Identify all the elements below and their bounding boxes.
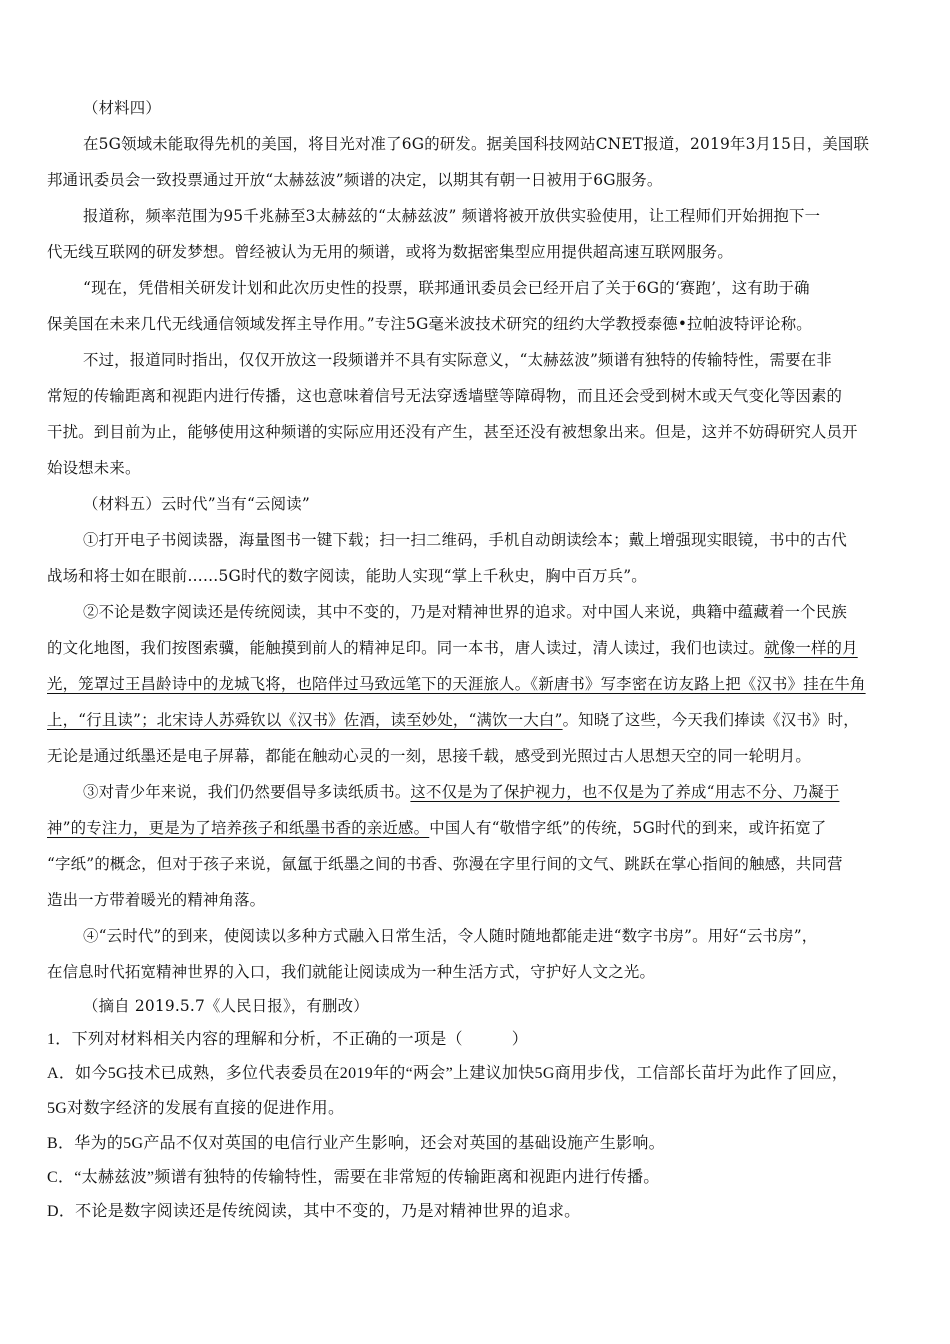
question-option-c: C．“太赫兹波”频谱有独特的传输特性，需要在非常短的传输距离和视距内进行传播。	[47, 1169, 660, 1186]
material4-p2-line2: 代无线互联网的研发梦想。曾经被认为无用的频谱，或将为数据密集型应用提供超高速互联网服务。	[47, 243, 733, 261]
material5-p3-line1-plain: ③对青少年来说，我们仍然要倡导多读纸质书。	[83, 783, 411, 801]
material5-p4-line1: ④“云时代”的到来，使阅读以多种方式融入日常生活，令人随时随地都能走进“数字书房”。用好“云书房”，	[83, 927, 818, 945]
material4-p4-line1: 不过，报道同时指出，仅仅开放这一段频谱并不具有实际意义，“太赫兹波”频谱有独特的传输特性，需要在非	[83, 351, 832, 369]
material5-p2-line4-plain: 。知晓了这些，今天我们捧读《汉书》时，	[562, 711, 859, 729]
material5-p3-line3: “字纸”的概念，但对于孩子来说，氤氲于纸墨之间的书香、弥漫在字里行间的文气、跳跃在掌心指间的触感，共同营	[47, 855, 843, 873]
question-stem: 1．下列对材料相关内容的理解和分析，不正确的一项是（ ）	[47, 1031, 529, 1048]
question-option-d: D．不论是数字阅读还是传统阅读，其中不变的，乃是对精神世界的追求。	[47, 1203, 581, 1220]
material5-p4-line2: 在信息时代拓宽精神世界的入口，我们就能让阅读成为一种生活方式，守护好人文之光。	[47, 963, 656, 981]
material5-p2-line1: ②不论是数字阅读还是传统阅读，其中不变的，乃是对精神世界的追求。对中国人来说，典籍中蕴藏着一个民族	[83, 603, 847, 621]
material5-p2-line4	[47, 710, 859, 730]
question-option-b: B．华为的5G产品不仅对英国的电信行业产生影响，还会对英国的基础设施产生影响。	[47, 1135, 665, 1152]
material5-p2-line4-underlined: 上，“行且读”；北宋诗人苏舜钦以《汉书》佐酒，读至妙处，“满饮一大白”	[47, 711, 563, 729]
material5-p2-line3-underlined: 光，笼罩过王昌龄诗中的龙城飞将，也陪伴过马致远笔下的天涯旅人。《新唐书》写李密在访友路上把《汉书》挂在牛角	[47, 675, 866, 693]
material4-p4-line3: 干扰。到目前为止，能够使用这种频谱的实际应用还没有产生，甚至还没有被想象出来。但是，这并不妨碍研究人员开	[47, 423, 858, 441]
material5-p2-line2-underlined: 就像一样的月	[764, 639, 858, 657]
material5-p1-line2: 战场和将士如在眼前……5G时代的数字阅读，能助人实现“掌上千秋史，胸中百万兵”。	[47, 567, 647, 585]
material4-p1-line1: 在5G领域未能取得先机的美国，将目光对准了6G的研发。据美国科技网站CNET报道，2019年3月15日，美国联	[83, 135, 870, 153]
material5-heading: （材料五）云时代”当有“云阅读”	[83, 495, 310, 513]
material4-p3-line2: 保美国在未来几代无线通信领域发挥主导作用。”专注5G毫米波技术研究的纽约大学教授泰德•拉帕波特评论称。	[47, 315, 812, 333]
material5-p3-line4: 造出一方带着暖光的精神角落。	[47, 891, 266, 909]
material4-p3-line1: “现在，凭借相关研发计划和此次历史性的投票，联邦通讯委员会已经开启了关于6G的‘赛跑’，这有助于确	[83, 279, 810, 297]
material5-source: （摘自 2019.5.7《人民日报》，有删改）	[83, 997, 369, 1015]
question-option-a-line2: 5G对数字经济的发展有直接的促进作用。	[47, 1100, 345, 1117]
material5-p2-line2-plain: 的文化地图，我们按图索骥，能触摸到前人的精神足印。同一本书，唐人读过，清人读过，我们也读过。	[47, 639, 765, 657]
material5-p1-line1: ①打开电子书阅读器，海量图书一键下载；扫一扫二维码，手机自动朗读绘本；戴上增强现实眼镜，书中的古代	[83, 531, 847, 549]
material5-p2-line2	[47, 638, 858, 658]
material5-p2-line5: 无论是通过纸墨还是电子屏幕，都能在触动心灵的一刻，思接千载，感受到光照过古人思想天空的同一轮明月。	[47, 747, 811, 765]
material5-p3-line2-plain: 中国人有“敬惜字纸”的传统，5G时代的到来，或许拓宽了	[429, 819, 827, 837]
material5-p3-line2-underlined: 神”的专注力，更是为了培养孩子和纸墨书香的亲近感。	[47, 819, 430, 837]
material4-p4-line4: 始设想未来。	[47, 459, 141, 477]
material4-p1-line2: 邦通讯委员会一致投票通过开放“太赫兹波”频谱的决定，以期其有朝一日被用于6G服务。	[47, 171, 663, 189]
material4-p4-line2: 常短的传输距离和视距内进行传播，这也意味着信号无法穿透墙壁等障碍物，而且还会受到树木或天气变化等因素的	[47, 387, 843, 405]
material5-p3-line1	[83, 782, 839, 802]
question-option-a-line1: A．如今5G技术已成熟，多位代表委员在2019年的“两会”上建议加快5G商用步伐，工信部长苗圩为此作了回应，	[47, 1065, 849, 1082]
material4-p2-line1: 报道称，频率范围为95千兆赫至3太赫兹的“太赫兹波” 频谱将被开放供实验使用，让工程师们开始拥抱下一	[83, 207, 821, 225]
material4-heading: （材料四）	[83, 99, 161, 117]
material5-p3-line2	[47, 818, 826, 838]
material5-p3-line1-underlined: 这不仅是为了保护视力，也不仅是为了养成“用志不分、乃凝于	[410, 783, 840, 801]
